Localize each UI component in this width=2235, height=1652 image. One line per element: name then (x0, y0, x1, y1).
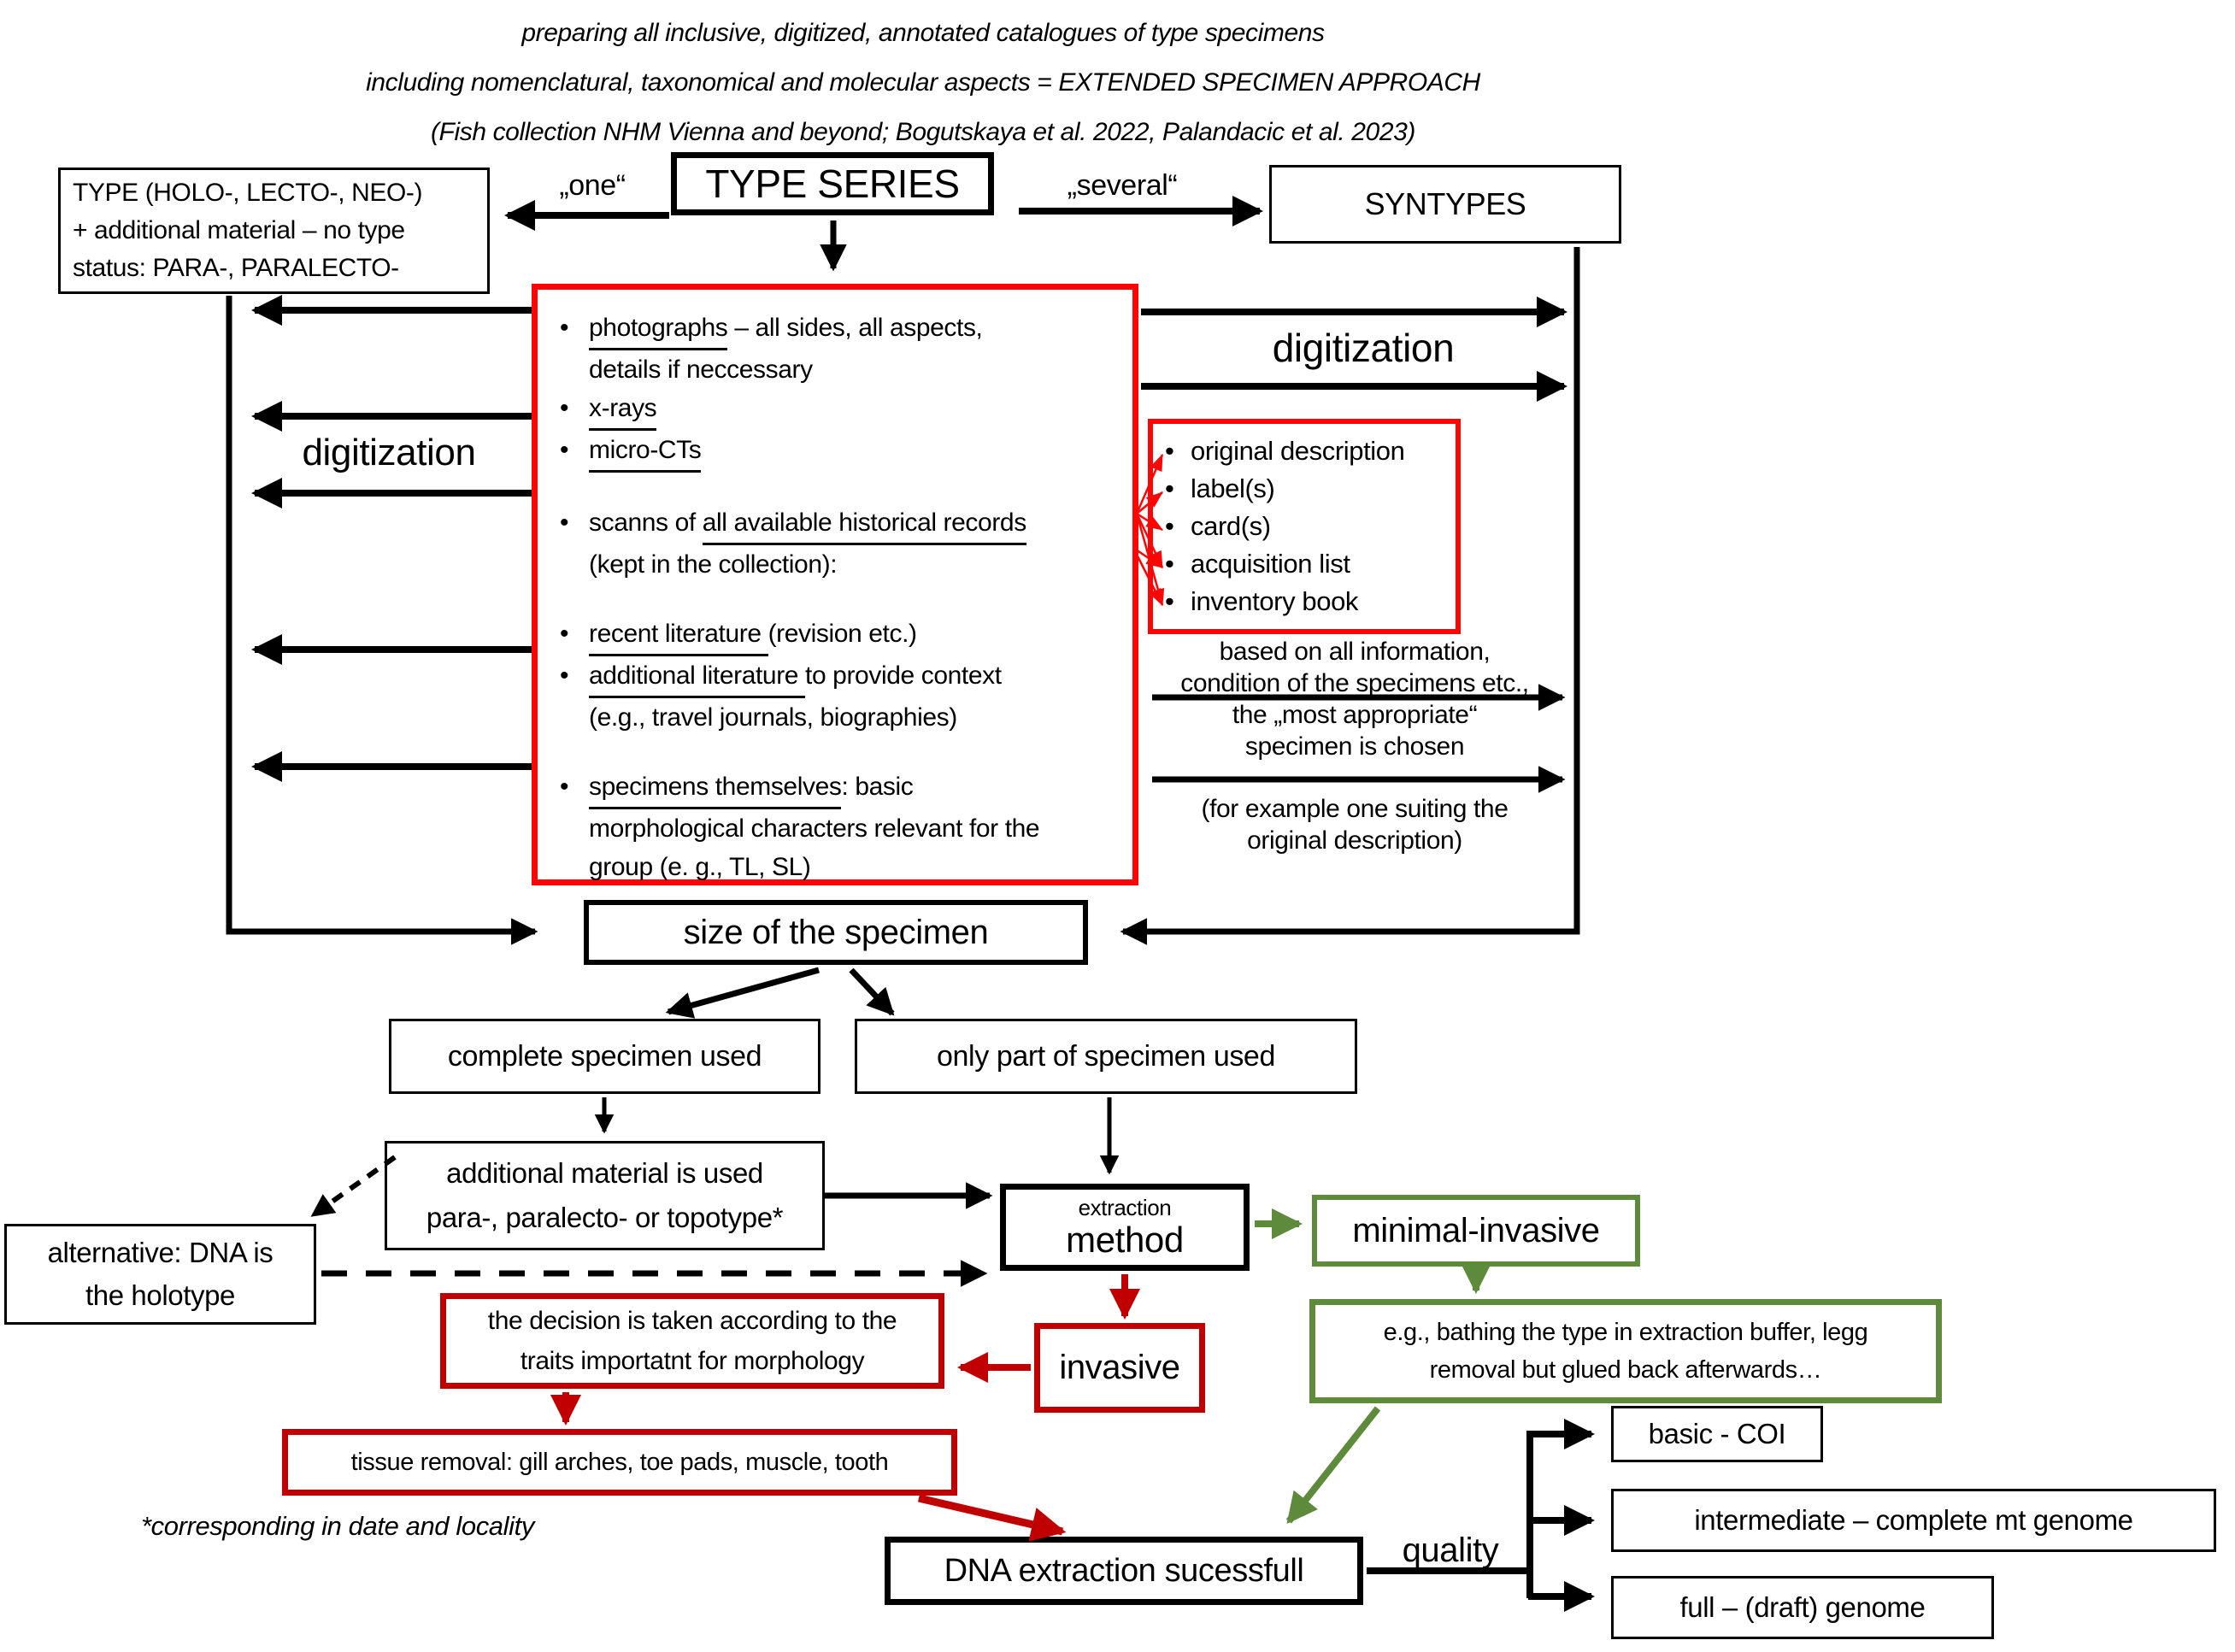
bullet-icon (560, 431, 589, 473)
line-type-to-size (229, 296, 535, 932)
record-item: • original description (1165, 432, 1404, 470)
record-item: • acquisition list (1165, 545, 1350, 583)
record-item: • label(s) (1165, 470, 1274, 508)
bullet-line: • photographs – all sides, all aspects, (560, 309, 983, 350)
chosen-note: based on all information, condition of the specimens etc., the „most appropriate“ specimen is chosen (1180, 638, 1529, 761)
one-label: „one“ (559, 169, 626, 202)
bullet-spacer (560, 809, 589, 848)
bullet-icon (1165, 508, 1191, 545)
extraction-small-label: extraction (1078, 1195, 1172, 1220)
tissue-removal-box (282, 1429, 957, 1496)
arrow-note-to-dna (1289, 1408, 1378, 1521)
tissue-removal-label: tissue removal: gill arches, toe pads, muscle, tooth (350, 1448, 889, 1476)
bullet-line: morphological characters relevant for the (560, 809, 1039, 848)
quality-label: quality (1402, 1531, 1499, 1569)
alternative-dna-box: alternative: DNA is the holotype (4, 1224, 316, 1325)
dna-success-label: DNA extraction sucessfull (944, 1552, 1304, 1589)
bullet-spacer (560, 350, 589, 389)
header-line-3: (Fish collection NHM Vienna and beyond; Bogutskaya et al. 2022, Palandacic et al. 2023) (430, 118, 1416, 146)
size-box-label: size of the specimen (683, 913, 989, 951)
bullet-line: (e.g., travel journals, biographies) (560, 698, 957, 737)
bullet-icon (1165, 470, 1191, 508)
quality-full-box: full – (draft) genome (1611, 1576, 1994, 1639)
example-note: (for example one suiting the original description) (1201, 795, 1509, 855)
syntypes-box (1269, 165, 1621, 244)
dashed-arrow-additional-to-alternative (313, 1157, 395, 1215)
extraction-big-label: method (1066, 1220, 1184, 1260)
bullet-icon (560, 614, 589, 656)
header-line-2: including nomenclatural, taxonomical and molecular aspects = EXTENDED SPECIMEN APPROACH (366, 68, 1480, 97)
quality-basic-box: basic - COI (1611, 1406, 1823, 1462)
bullet-spacer (560, 848, 589, 886)
type-box-line-1: TYPE (HOLO-, LECTO-, NEO-) (73, 179, 423, 207)
arrow-size-to-complete (668, 970, 819, 1012)
part-specimen-box (855, 1019, 1357, 1094)
bullet-line: (kept in the collection): (560, 545, 837, 584)
additional-material-box: additional material is used para-, paralecto- or topotype* (385, 1141, 825, 1250)
minimal-invasive-label: minimal-invasive (1352, 1211, 1600, 1249)
type-box-line-3: status: PARA-, PARALECTO- (73, 254, 399, 282)
complete-specimen-box (389, 1019, 820, 1094)
syntypes-label: SYNTYPES (1364, 186, 1526, 221)
minimal-invasive-note-box: e.g., bathing the type in extraction buffer, legg removal but glued back afterwards… (1309, 1299, 1942, 1403)
decision-box: the decision is taken according to the traits importatnt for morphology (440, 1293, 944, 1389)
main-info-box (532, 284, 1138, 885)
records-box (1148, 419, 1461, 634)
quality-intermediate-box: intermediate – complete mt genome (1611, 1489, 2216, 1552)
size-box (584, 900, 1088, 965)
page-header (0, 9, 1846, 157)
bullet-line: • specimens themselves : basic (560, 767, 913, 809)
bullet-icon (1165, 545, 1191, 583)
dna-success-box (885, 1537, 1363, 1605)
bullet-spacer (560, 545, 589, 584)
bullet-icon (1165, 583, 1191, 620)
arrow-tissue-to-dna (919, 1498, 1062, 1531)
digitization-left-label: digitization (302, 432, 476, 473)
bullet-icon (560, 767, 589, 809)
bullet-line: • scanns of all available historical records (560, 503, 1026, 545)
bullet-icon (560, 309, 589, 350)
minimal-invasive-box (1312, 1195, 1640, 1267)
arrow-size-to-part (851, 970, 892, 1014)
header-line-1: preparing all inclusive, digitized, annotated catalogues of type specimens (521, 19, 1325, 47)
type-series-box (671, 152, 994, 215)
bullet-icon (1165, 432, 1191, 470)
bullet-icon (560, 656, 589, 698)
type-box (58, 168, 490, 294)
bullet-line: • recent literature (revision etc.) (560, 614, 917, 656)
complete-specimen-label: complete specimen used (447, 1039, 762, 1073)
invasive-label: invasive (1059, 1349, 1180, 1386)
bullet-icon (560, 389, 589, 431)
bullet-line: details if neccessary (560, 350, 813, 389)
bullet-line: • x-rays (560, 389, 656, 431)
bullet-line: • additional literature to provide context (560, 656, 1002, 698)
bullet-line: group (e. g., TL, SL) (560, 848, 811, 886)
digitization-right-label: digitization (1272, 326, 1455, 370)
bullet-line: • micro-CTs (560, 431, 701, 473)
record-item: • inventory book (1165, 583, 1358, 620)
invasive-box (1034, 1323, 1205, 1413)
several-label: „several“ (1067, 169, 1178, 202)
part-specimen-label: only part of specimen used (937, 1039, 1275, 1073)
type-series-label: TYPE SERIES (705, 162, 960, 206)
type-box-line-2: + additional material – no type (73, 216, 405, 244)
extraction-method-box (1000, 1184, 1250, 1271)
footnote: *corresponding in date and locality (141, 1511, 534, 1541)
bullet-icon (560, 503, 589, 545)
bullet-spacer (560, 698, 589, 737)
record-item: • card(s) (1165, 508, 1271, 545)
